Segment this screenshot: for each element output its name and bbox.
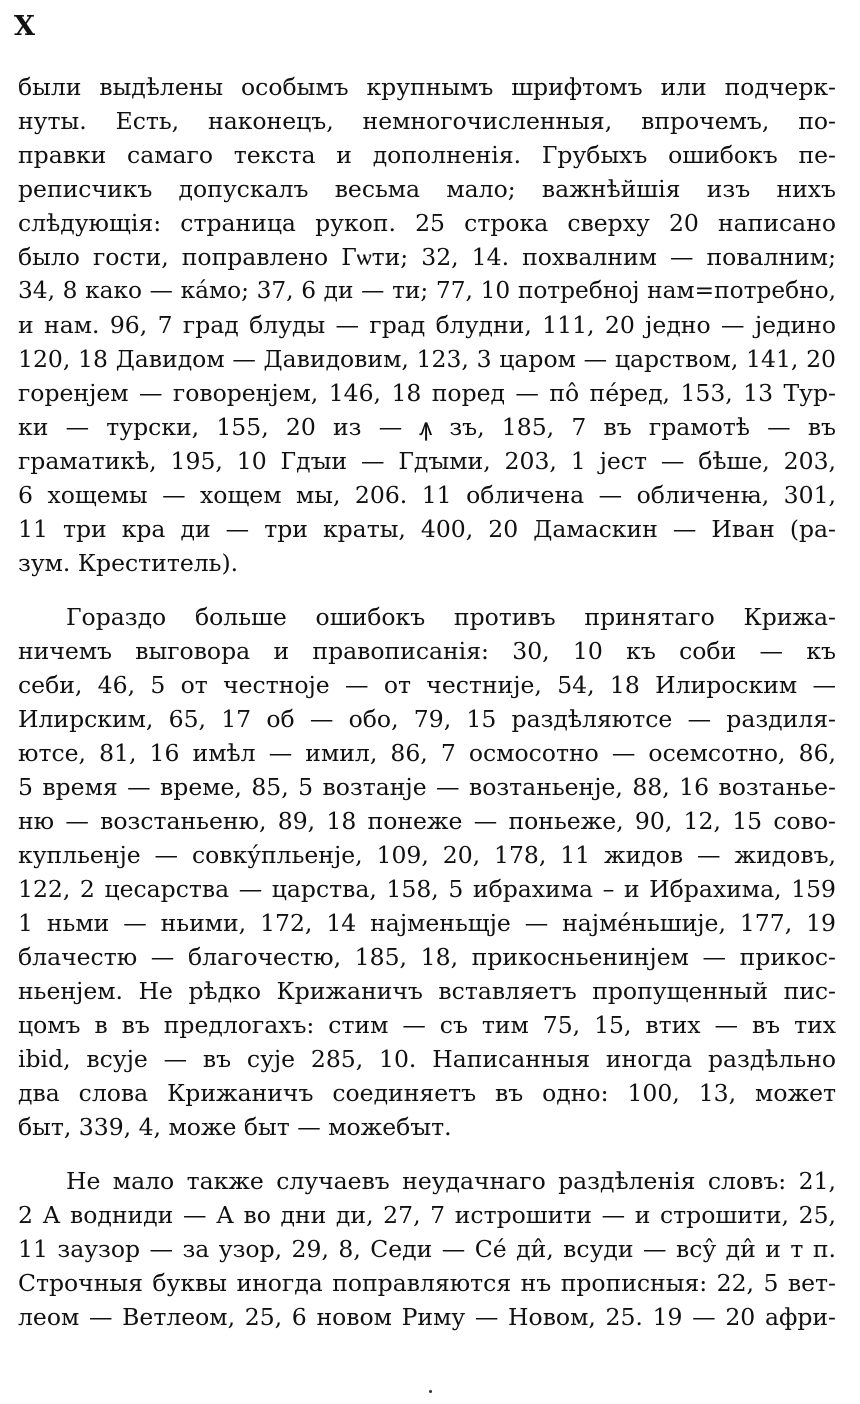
text-line: 2 А водниди — А во дни ди, 27, 7 истрошити — и строшити, 25, xyxy=(18,1201,836,1229)
text-line: цомъ в въ предлогахъ: стим — съ тим 75, 15, втих — въ тих xyxy=(18,1011,836,1039)
text-line: Илирским, 65, 17 об — обо, 79, 15 раздѣляютсе — раздиля- xyxy=(18,705,836,733)
text-line: блачестю — благочестю, 185, 18, прикосньенинјем — прикос- xyxy=(18,943,836,971)
text-line: 6 хощемы — хощем мы, 206. 11 обличена — обличенꙗ, 301, xyxy=(18,481,836,509)
text-line: реписчикъ допускалъ весьма мало; важнѣйшія изъ нихъ xyxy=(18,175,836,203)
text-line: правки самаго текста и дополненія. Грубыхъ ошибокъ пе- xyxy=(18,141,836,169)
text-line: купльенје — совку́пльенје, 109, 20, 178, 11 жидов — жидовъ, xyxy=(18,841,836,869)
text-line: горенјем — говоренјем, 146, 18 поред — по̂ пе́ред, 153, 13 Тур- xyxy=(18,379,836,407)
paragraph-gap xyxy=(18,1144,836,1164)
page-dot-mark xyxy=(429,1390,432,1393)
text-line: ки — турски, 155, 20 из — ꙟ зъ, 185, 7 въ грамотѣ — въ xyxy=(18,413,836,441)
text-line: Гораздо больше ошибокъ противъ принятаго Крижа- xyxy=(66,603,836,631)
text-line: леом — Ветлеом, 25, 6 новом Риму — Новом, 25. 19 — 20 афри- xyxy=(18,1303,836,1331)
paragraph-3 xyxy=(18,1164,836,1334)
text-line: ню — возстаньеню, 89, 18 понеже — поньеже, 90, 12, 15 сово- xyxy=(18,807,836,835)
text-line: ibid, всује — въ сује 285, 10. Написанныя иногда раздѣльно xyxy=(18,1045,836,1073)
text-line: быт, 339, 4, може быт — можебꙑт. xyxy=(18,1113,452,1141)
page-number: X xyxy=(14,11,35,42)
text-line: были выдѣлены особымъ крупнымъ шрифтомъ или подчерк- xyxy=(18,73,836,101)
text-line: и нам. 96, 7 град блуды — град блудни, 111, 20 једно — једино xyxy=(18,311,836,339)
text-line: себи, 46, 5 от честнојe — от честније, 54, 18 Илироским — xyxy=(18,671,836,699)
text-line: 34, 8 како — ка́мо; 37, 6 ди — ти; 77, 10 потребнoj нам=потребно, xyxy=(18,277,836,304)
text-line: зум. Креститель). xyxy=(18,549,239,577)
text-line: Строчныя буквы иногда поправляются нъ прописныя: 22, 5 вет- xyxy=(18,1269,836,1297)
text-line: 122, 2 цесарства — царства, 158, 5 ибрахима – и Ибрахима, 159 xyxy=(18,875,836,903)
body-text xyxy=(18,70,836,1334)
text-line: нуты. Есть, наконецъ, немногочисленныя, впрочемъ, по- xyxy=(18,107,836,135)
text-line: ньенјем. Не рѣдко Крижаничъ вставляетъ пропущенный пис- xyxy=(18,977,836,1005)
text-line: 120, 18 Давидом — Давидовим, 123, 3 царом — царством, 141, 20 xyxy=(18,345,836,373)
text-line: ютсе, 81, 16 имѣл — имил, 86, 7 осмосотно — осемсотно, 86, xyxy=(18,739,836,767)
text-line: 11 три кра ди — три краты, 400, 20 Дамаскин — Иван (ра- xyxy=(18,515,836,543)
text-line: 5 время — време, 85, 5 возтанје — возтаньенје, 88, 16 возтанье- xyxy=(18,773,836,801)
text-line: Не мало также случаевъ неудачнаго раздѣленія словъ: 21, xyxy=(66,1167,836,1195)
text-line: граматикѣ, 195, 10 Гдꙑи — Гдꙑми, 203, 1 јест — бѣше, 203, xyxy=(18,447,836,475)
paragraph-1 xyxy=(18,70,836,580)
text-line: 11 заузор — за узор, 29, 8, Седи — Се́ ди̂, всуди — всу̂ ди̂ и т п. xyxy=(18,1235,836,1263)
paragraph-gap xyxy=(18,580,836,600)
text-line: слѣдующія: страница рукоп. 25 строка сверху 20 написано xyxy=(18,209,836,237)
paragraph-2 xyxy=(18,600,836,1144)
text-line: 1 ньми — ньими, 172, 14 најменьщје — најме́ньшије, 177, 19 xyxy=(18,909,836,937)
text-line: было гости, поправлено Гѡти; 32, 14. похвалним — повалним; xyxy=(18,243,836,271)
text-line: два слова Крижаничъ соединяетъ въ одно: 100, 13, может xyxy=(18,1079,836,1107)
text-line: ничемъ выговора и правописанія: 30, 10 къ соби — къ xyxy=(18,637,836,665)
